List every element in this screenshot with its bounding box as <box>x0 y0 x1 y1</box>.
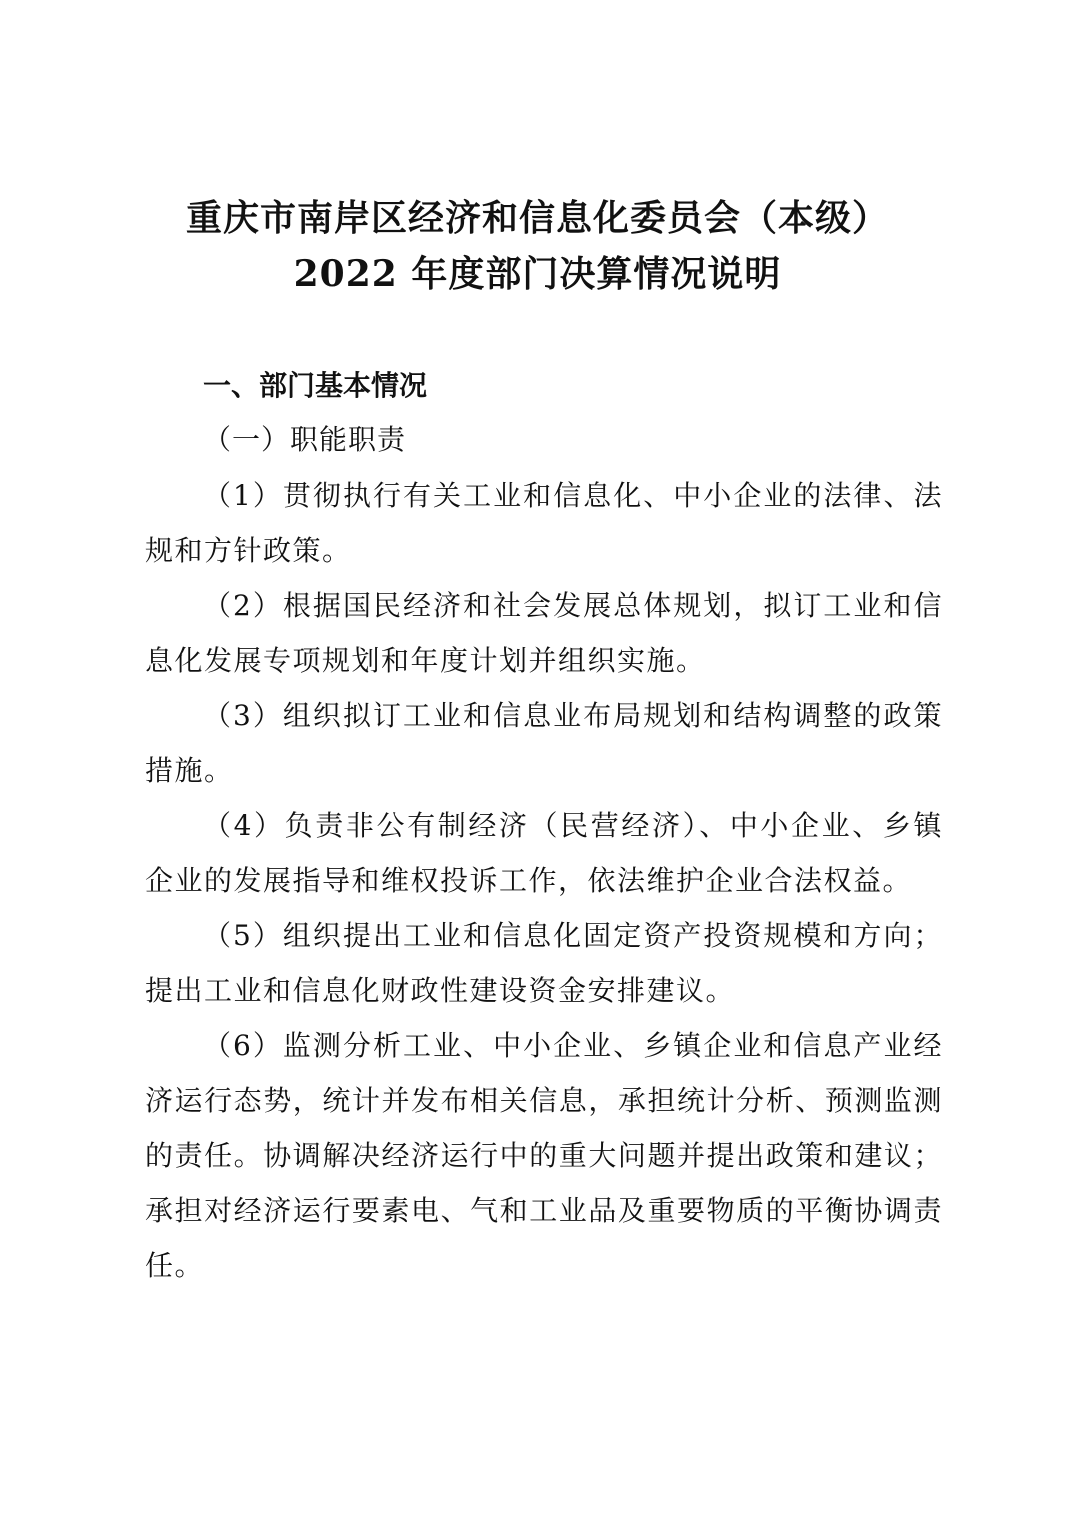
duty-paragraph-2: （2）根据国民经济和社会发展总体规划，拟订工业和信息化发展专项规划和年度计划并组织实施。 <box>145 589 943 677</box>
duty-paragraph-3: （3）组织拟订工业和信息业布局规划和结构调整的政策措施。 <box>145 699 943 787</box>
duty-paragraph-1: （1）贯彻执行有关工业和信息化、中小企业的法律、法规和方针政策。 <box>145 479 943 567</box>
duties-list <box>145 468 943 1293</box>
duty-paragraph-5: （5）组织提出工业和信息化固定资产投资规模和方向；提出工业和信息化财政性建设资金安排建议。 <box>145 919 943 1007</box>
duty-paragraph-4: （4）负责非公有制经济（民营经济）、中小企业、乡镇企业的发展指导和维权投诉工作，依法维护企业合法权益。 <box>145 809 943 897</box>
document-title-line-1: 重庆市南岸区经济和信息化委员会（本级） <box>185 197 889 239</box>
section-heading: 一、部门基本情况 <box>203 369 428 402</box>
duty-paragraph-6: （6）监测分析工业、中小企业、乡镇企业和信息产业经济运行态势，统计并发布相关信息，承担统计分析、预测监测的责任。协调解决经济运行中的重大问题并提出政策和建议；承担对经济运行要素电、气和工业品及重要物质的平衡协调责任。 <box>145 1029 943 1282</box>
subsection-heading: （一）职能职责 <box>203 423 407 456</box>
document-title-line-2: 2022 年度部门决算情况说明 <box>293 253 782 295</box>
